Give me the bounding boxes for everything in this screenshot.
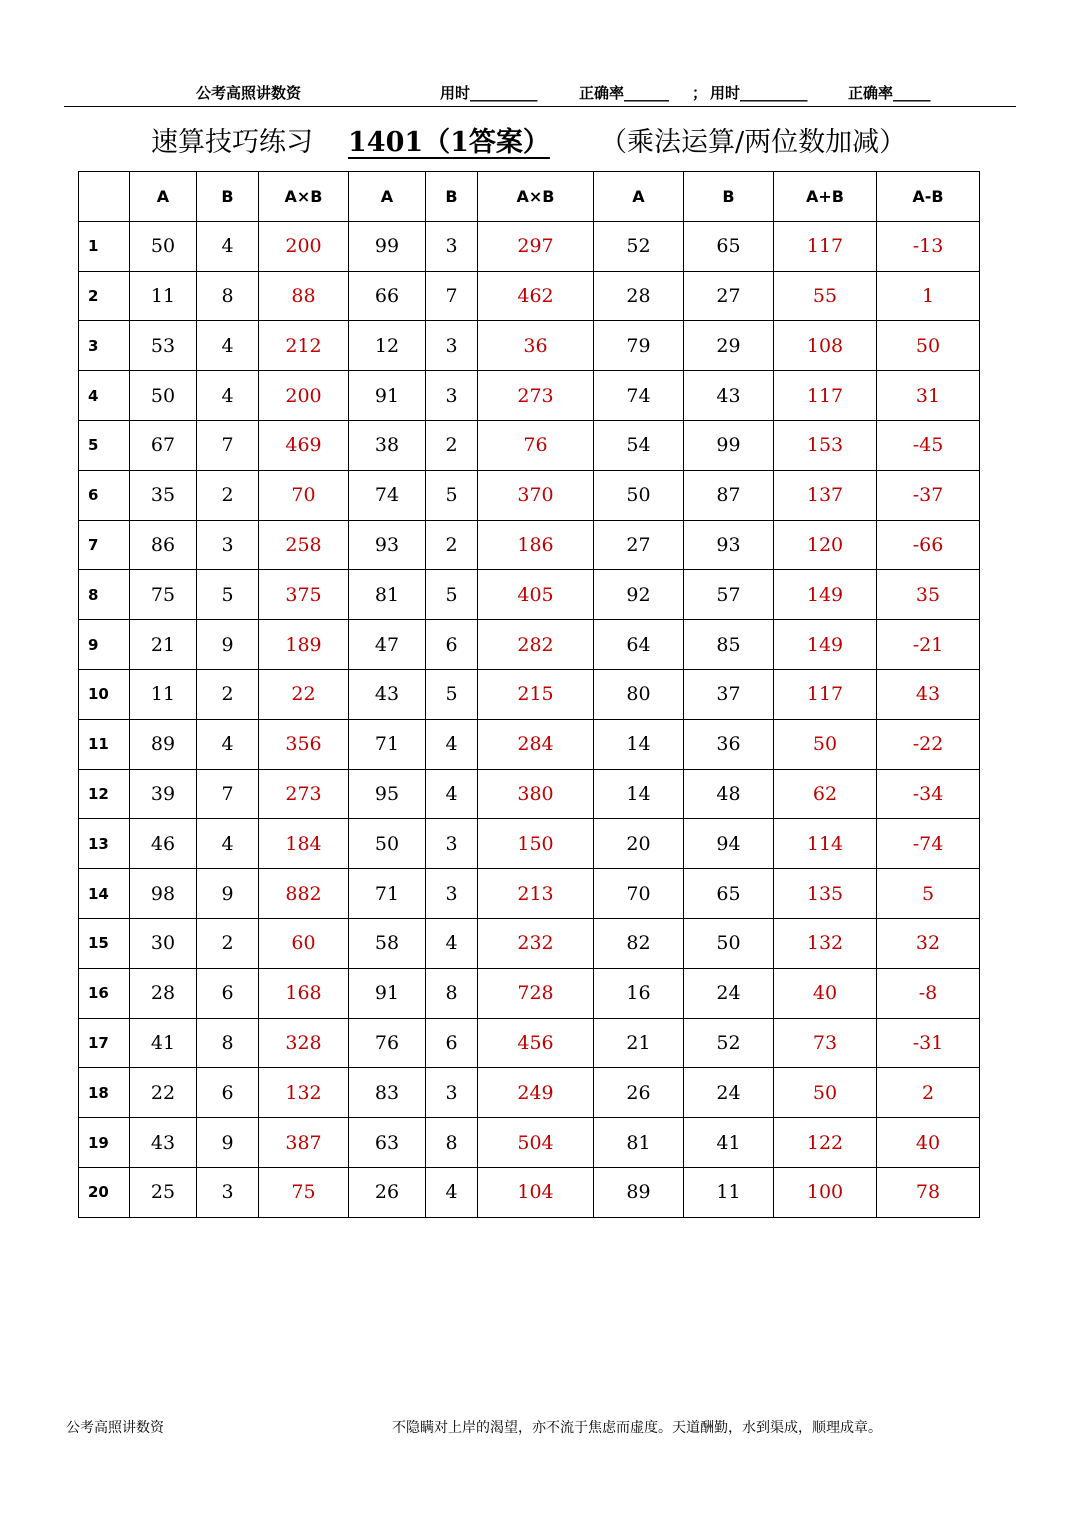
operand-cell: 76 [349, 1018, 426, 1068]
answer-cell: 5 [877, 869, 980, 919]
operand-cell: 81 [349, 570, 426, 620]
table-row [79, 769, 980, 819]
operand-cell: 50 [684, 918, 774, 968]
operand-cell: 4 [426, 719, 478, 769]
operand-cell: 6 [197, 1068, 259, 1118]
operand-cell: 79 [594, 321, 684, 371]
table-body [79, 221, 980, 1217]
answer-cell: 462 [478, 271, 594, 321]
row-number: 6 [79, 470, 130, 520]
answer-cell: -31 [877, 1018, 980, 1068]
row-number: 4 [79, 371, 130, 421]
time-field-1: 用时_________ [440, 84, 538, 102]
operand-cell: 8 [426, 1118, 478, 1168]
answer-cell: -37 [877, 470, 980, 520]
operand-cell: 53 [130, 321, 197, 371]
answer-cell: 149 [774, 620, 877, 670]
column-header: B [684, 172, 774, 222]
operand-cell: 38 [349, 420, 426, 470]
answer-cell: 40 [774, 968, 877, 1018]
operand-cell: 4 [426, 918, 478, 968]
answer-cell: -8 [877, 968, 980, 1018]
answer-cell: -22 [877, 719, 980, 769]
answer-cell: 282 [478, 620, 594, 670]
time-field-2: 用时_________ [710, 84, 808, 102]
row-number: 16 [79, 968, 130, 1018]
row-number: 11 [79, 719, 130, 769]
operand-cell: 99 [684, 420, 774, 470]
answer-cell: 200 [259, 371, 349, 421]
operand-cell: 43 [349, 669, 426, 719]
operand-cell: 48 [684, 769, 774, 819]
operand-cell: 7 [197, 769, 259, 819]
table-row [79, 371, 980, 421]
operand-cell: 57 [684, 570, 774, 620]
operand-cell: 91 [349, 371, 426, 421]
operand-cell: 89 [130, 719, 197, 769]
answer-cell: 328 [259, 1018, 349, 1068]
answer-cell: 60 [259, 918, 349, 968]
answer-cell: 273 [478, 371, 594, 421]
title-subtitle: （乘法运算/两位数加减） [600, 127, 907, 158]
table-row [79, 520, 980, 570]
row-number: 12 [79, 769, 130, 819]
operand-cell: 54 [594, 420, 684, 470]
operand-cell: 74 [349, 470, 426, 520]
column-header: A+B [774, 172, 877, 222]
operand-cell: 8 [197, 271, 259, 321]
operand-cell: 50 [349, 819, 426, 869]
operand-cell: 94 [684, 819, 774, 869]
table-row [79, 1118, 980, 1168]
operand-cell: 82 [594, 918, 684, 968]
answer-cell: 728 [478, 968, 594, 1018]
answer-cell: 120 [774, 520, 877, 570]
answer-cell: 273 [259, 769, 349, 819]
row-number: 13 [79, 819, 130, 869]
answer-cell: 100 [774, 1167, 877, 1217]
column-header: A [130, 172, 197, 222]
operand-cell: 50 [130, 371, 197, 421]
operand-cell: 11 [130, 271, 197, 321]
operand-cell: 83 [349, 1068, 426, 1118]
title-main: 速算技巧练习 [151, 127, 313, 158]
answer-cell: 35 [877, 570, 980, 620]
answer-cell: 380 [478, 769, 594, 819]
row-number: 18 [79, 1068, 130, 1118]
answer-cell: 370 [478, 470, 594, 520]
table-row [79, 1068, 980, 1118]
answer-cell: 456 [478, 1018, 594, 1068]
operand-cell: 52 [684, 1018, 774, 1068]
operand-cell: 16 [594, 968, 684, 1018]
answer-cell: 70 [259, 470, 349, 520]
answer-cell: 114 [774, 819, 877, 869]
answer-cell: 212 [259, 321, 349, 371]
operand-cell: 43 [130, 1118, 197, 1168]
answer-cell: 135 [774, 869, 877, 919]
operand-cell: 5 [426, 470, 478, 520]
table-row [79, 470, 980, 520]
table-row [79, 1018, 980, 1068]
answer-cell: 258 [259, 520, 349, 570]
answer-cell: 122 [774, 1118, 877, 1168]
operand-cell: 4 [197, 221, 259, 271]
answer-cell: 55 [774, 271, 877, 321]
table-row [79, 669, 980, 719]
operand-cell: 43 [684, 371, 774, 421]
operand-cell: 9 [197, 869, 259, 919]
row-number: 19 [79, 1118, 130, 1168]
operand-cell: 29 [684, 321, 774, 371]
row-number: 20 [79, 1167, 130, 1217]
operand-cell: 70 [594, 869, 684, 919]
table-row [79, 620, 980, 670]
answer-cell: 31 [877, 371, 980, 421]
operand-cell: 3 [197, 520, 259, 570]
operand-cell: 28 [130, 968, 197, 1018]
operand-cell: 20 [594, 819, 684, 869]
answer-cell: 168 [259, 968, 349, 1018]
operand-cell: 5 [426, 669, 478, 719]
table-row [79, 869, 980, 919]
answer-cell: 356 [259, 719, 349, 769]
answer-cell: 108 [774, 321, 877, 371]
column-header: B [197, 172, 259, 222]
operand-cell: 21 [594, 1018, 684, 1068]
operand-cell: 9 [197, 620, 259, 670]
footer-motto: 不隐瞒对上岸的渴望，亦不流于焦虑而虚度。天道酬勤，水到渠成，顺理成章。 [392, 1420, 882, 1436]
answer-cell: 186 [478, 520, 594, 570]
operand-cell: 75 [130, 570, 197, 620]
operand-cell: 2 [197, 470, 259, 520]
answer-cell: 249 [478, 1068, 594, 1118]
row-number: 9 [79, 620, 130, 670]
answer-cell: 153 [774, 420, 877, 470]
operand-cell: 66 [349, 271, 426, 321]
operand-cell: 21 [130, 620, 197, 670]
answer-cell: 149 [774, 570, 877, 620]
answer-cell: 213 [478, 869, 594, 919]
operand-cell: 9 [197, 1118, 259, 1168]
operand-cell: 95 [349, 769, 426, 819]
answer-cell: 117 [774, 221, 877, 271]
answer-cell: -21 [877, 620, 980, 670]
footer-brand: 公考高照讲数资 [66, 1420, 164, 1436]
answer-cell: 215 [478, 669, 594, 719]
operand-cell: 5 [426, 570, 478, 620]
operand-cell: 14 [594, 719, 684, 769]
answer-cell: 40 [877, 1118, 980, 1168]
answer-cell: 22 [259, 669, 349, 719]
operand-cell: 52 [594, 221, 684, 271]
operand-cell: 4 [426, 1167, 478, 1217]
answer-cell: 882 [259, 869, 349, 919]
operand-cell: 50 [130, 221, 197, 271]
operand-cell: 50 [594, 470, 684, 520]
operand-cell: 8 [426, 968, 478, 1018]
operand-cell: 6 [426, 1018, 478, 1068]
row-number: 17 [79, 1018, 130, 1068]
operand-cell: 3 [426, 321, 478, 371]
operand-cell: 3 [197, 1167, 259, 1217]
operand-cell: 27 [594, 520, 684, 570]
answer-cell: 76 [478, 420, 594, 470]
table-row [79, 918, 980, 968]
page-header [0, 78, 1080, 106]
answer-cell: 43 [877, 669, 980, 719]
column-header: A [349, 172, 426, 222]
header-index-cell [79, 172, 130, 222]
table-header-row [79, 172, 980, 222]
title-code: 1401（1答案） [348, 127, 550, 158]
operand-cell: 39 [130, 769, 197, 819]
operand-cell: 36 [684, 719, 774, 769]
operand-cell: 12 [349, 321, 426, 371]
answer-cell: 117 [774, 669, 877, 719]
operand-cell: 11 [130, 669, 197, 719]
answer-cell: 62 [774, 769, 877, 819]
operand-cell: 98 [130, 869, 197, 919]
operand-cell: 2 [197, 669, 259, 719]
operand-cell: 3 [426, 371, 478, 421]
answer-cell: -66 [877, 520, 980, 570]
column-header: A×B [478, 172, 594, 222]
row-number: 5 [79, 420, 130, 470]
operand-cell: 87 [684, 470, 774, 520]
answer-cell: 50 [774, 1068, 877, 1118]
answer-cell: -74 [877, 819, 980, 869]
row-number: 14 [79, 869, 130, 919]
answer-cell: 1 [877, 271, 980, 321]
table-row [79, 570, 980, 620]
operand-cell: 41 [684, 1118, 774, 1168]
answer-cell: 50 [877, 321, 980, 371]
operand-cell: 27 [684, 271, 774, 321]
table-row [79, 321, 980, 371]
row-number: 2 [79, 271, 130, 321]
operand-cell: 99 [349, 221, 426, 271]
answer-cell: 405 [478, 570, 594, 620]
answer-cell: 200 [259, 221, 349, 271]
table-row [79, 271, 980, 321]
operand-cell: 71 [349, 869, 426, 919]
answer-cell: 36 [478, 321, 594, 371]
operand-cell: 85 [684, 620, 774, 670]
header-divider [64, 106, 1016, 107]
operand-cell: 74 [594, 371, 684, 421]
operand-cell: 93 [349, 520, 426, 570]
column-header: A×B [259, 172, 349, 222]
header-separator: ； [692, 84, 708, 102]
operand-cell: 71 [349, 719, 426, 769]
operand-cell: 22 [130, 1068, 197, 1118]
answer-cell: 50 [774, 719, 877, 769]
practice-table [78, 171, 980, 1218]
row-number: 7 [79, 520, 130, 570]
answer-cell: 150 [478, 819, 594, 869]
operand-cell: 24 [684, 1068, 774, 1118]
operand-cell: 46 [130, 819, 197, 869]
operand-cell: 2 [426, 420, 478, 470]
answer-cell: 387 [259, 1118, 349, 1168]
row-number: 10 [79, 669, 130, 719]
operand-cell: 65 [684, 869, 774, 919]
operand-cell: 4 [197, 371, 259, 421]
column-header: B [426, 172, 478, 222]
answer-cell: 284 [478, 719, 594, 769]
answer-cell: 75 [259, 1167, 349, 1217]
table-row [79, 1167, 980, 1217]
row-number: 15 [79, 918, 130, 968]
operand-cell: 47 [349, 620, 426, 670]
operand-cell: 2 [197, 918, 259, 968]
operand-cell: 58 [349, 918, 426, 968]
answer-cell: 189 [259, 620, 349, 670]
operand-cell: 37 [684, 669, 774, 719]
operand-cell: 91 [349, 968, 426, 1018]
answer-cell: 375 [259, 570, 349, 620]
operand-cell: 7 [197, 420, 259, 470]
answer-cell: 117 [774, 371, 877, 421]
operand-cell: 93 [684, 520, 774, 570]
operand-cell: 6 [197, 968, 259, 1018]
answer-cell: 132 [774, 918, 877, 968]
operand-cell: 14 [594, 769, 684, 819]
answer-cell: 78 [877, 1167, 980, 1217]
operand-cell: 26 [349, 1167, 426, 1217]
row-number: 3 [79, 321, 130, 371]
answer-cell: 297 [478, 221, 594, 271]
operand-cell: 26 [594, 1068, 684, 1118]
operand-cell: 4 [197, 719, 259, 769]
accuracy-field-1: 正确率______ [579, 84, 670, 102]
table-row [79, 719, 980, 769]
operand-cell: 41 [130, 1018, 197, 1068]
answer-cell: 104 [478, 1167, 594, 1217]
answer-cell: -34 [877, 769, 980, 819]
operand-cell: 8 [197, 1018, 259, 1068]
operand-cell: 35 [130, 470, 197, 520]
answer-cell: 32 [877, 918, 980, 968]
operand-cell: 80 [594, 669, 684, 719]
operand-cell: 63 [349, 1118, 426, 1168]
answer-cell: 469 [259, 420, 349, 470]
table-row [79, 420, 980, 470]
header-brand: 公考高照讲数资 [196, 84, 302, 102]
operand-cell: 3 [426, 221, 478, 271]
operand-cell: 86 [130, 520, 197, 570]
answer-cell: 504 [478, 1118, 594, 1168]
column-header: A-B [877, 172, 980, 222]
row-number: 1 [79, 221, 130, 271]
operand-cell: 2 [426, 520, 478, 570]
answer-cell: 2 [877, 1068, 980, 1118]
column-header: A [594, 172, 684, 222]
operand-cell: 3 [426, 1068, 478, 1118]
operand-cell: 89 [594, 1167, 684, 1217]
operand-cell: 11 [684, 1167, 774, 1217]
operand-cell: 4 [426, 769, 478, 819]
operand-cell: 30 [130, 918, 197, 968]
operand-cell: 64 [594, 620, 684, 670]
answer-cell: 73 [774, 1018, 877, 1068]
row-number: 8 [79, 570, 130, 620]
operand-cell: 65 [684, 221, 774, 271]
operand-cell: 6 [426, 620, 478, 670]
operand-cell: 3 [426, 869, 478, 919]
answer-cell: 137 [774, 470, 877, 520]
operand-cell: 3 [426, 819, 478, 869]
operand-cell: 5 [197, 570, 259, 620]
table-row [79, 968, 980, 1018]
table-row [79, 221, 980, 271]
answer-cell: -45 [877, 420, 980, 470]
answer-cell: 232 [478, 918, 594, 968]
operand-cell: 24 [684, 968, 774, 1018]
operand-cell: 92 [594, 570, 684, 620]
operand-cell: 25 [130, 1167, 197, 1217]
operand-cell: 4 [197, 819, 259, 869]
operand-cell: 67 [130, 420, 197, 470]
answer-cell: 184 [259, 819, 349, 869]
accuracy-field-2: 正确率_____ [848, 84, 931, 102]
answer-cell: 88 [259, 271, 349, 321]
operand-cell: 7 [426, 271, 478, 321]
table-row [79, 819, 980, 869]
operand-cell: 4 [197, 321, 259, 371]
answer-cell: -13 [877, 221, 980, 271]
operand-cell: 81 [594, 1118, 684, 1168]
page-title [0, 112, 1080, 162]
operand-cell: 28 [594, 271, 684, 321]
answer-cell: 132 [259, 1068, 349, 1118]
